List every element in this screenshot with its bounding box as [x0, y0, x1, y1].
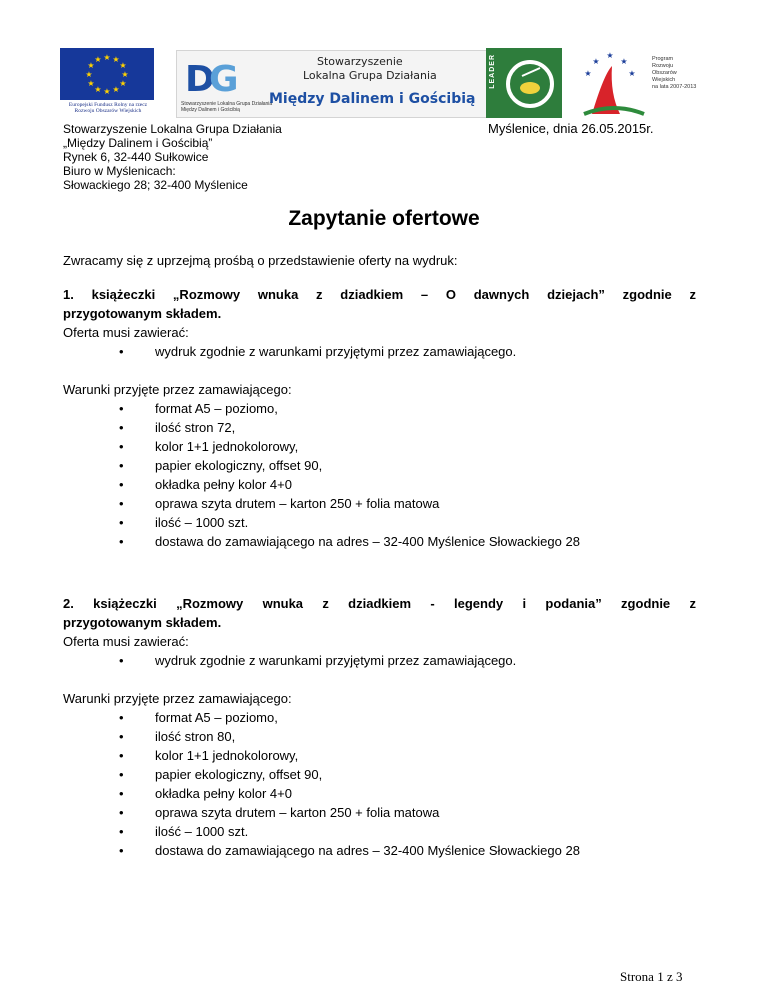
section-heading-continued: przygotowanym składem.	[63, 306, 222, 321]
list-item: • oprawa szyta drutem – karton 250 + folia matowa	[63, 803, 696, 822]
intro-paragraph: Zwracamy się z uprzejmą prośbą o przedstawienie oferty na wydruk:	[63, 253, 458, 268]
svg-text:★: ★	[119, 61, 127, 70]
svg-text:★: ★	[94, 55, 102, 64]
list-item: • kolor 1+1 jednokolorowy,	[63, 437, 696, 456]
svg-text:★: ★	[119, 79, 127, 88]
address-line: Stowarzyszenie Lokalna Grupa Działania	[63, 122, 282, 136]
offer-list	[63, 651, 696, 670]
dg-monogram-icon	[183, 57, 245, 97]
svg-text:★: ★	[628, 69, 636, 78]
prow-caption-line: Rozwoju	[652, 63, 674, 69]
order-section-1	[63, 285, 696, 551]
list-item: • ilość – 1000 szt.	[63, 822, 696, 841]
prow-caption-line: Obszarów	[652, 70, 677, 76]
list-item: • oprawa szyta drutem – karton 250 + folia matowa	[63, 494, 696, 513]
lgd-logo	[176, 50, 490, 118]
svg-text:D: D	[185, 59, 215, 97]
prow-caption-line: Wiejskich	[652, 77, 676, 83]
eu-flag-icon	[60, 48, 154, 100]
list-item: • format A5 – poziomo,	[63, 399, 696, 418]
list-item: • wydruk zgodnie z warunkami przyjętymi przez zamawiającego.	[63, 342, 696, 361]
list-item: • ilość – 1000 szt.	[63, 513, 696, 532]
sender-address	[63, 122, 282, 192]
offer-label: Oferta musi zawierać:	[63, 325, 189, 340]
svg-text:★: ★	[103, 87, 111, 96]
address-line: Rynek 6, 32-440 Sułkowice	[63, 150, 209, 164]
lgd-logo-subcaption	[181, 101, 272, 113]
section-heading: 2. książeczki „Rozmowy wnuka z dziadkiem - legendy i podania” zgodnie z	[63, 596, 696, 611]
list-item: • ilość stron 72,	[63, 418, 696, 437]
svg-text:G: G	[209, 59, 239, 97]
offer-list	[63, 342, 696, 361]
conditions-label: Warunki przyjęte przez zamawiającego:	[63, 691, 292, 706]
eu-logo-caption: Europejski Fundusz Rolny na rzecz Rozwoju Obszarów Wiejskich	[68, 102, 148, 114]
lgd-logo-line3: Między Dalinem i Gościbią	[269, 91, 476, 107]
conditions-list	[63, 399, 696, 551]
document-date: Myślenice, dnia 26.05.2015r.	[488, 121, 654, 136]
leader-logo-text: LEADER	[489, 54, 496, 89]
list-item: • dostawa do zamawiającego na adres – 32-400 Myślenice Słowackiego 28	[63, 532, 696, 551]
conditions-label: Warunki przyjęte przez zamawiającego:	[63, 382, 292, 397]
leader-emblem-icon	[486, 48, 562, 118]
address-line: Słowackiego 28; 32-400 Myślenice	[63, 178, 248, 192]
eu-logo	[60, 48, 156, 120]
svg-text:★: ★	[112, 85, 120, 94]
list-item: • okładka pełny kolor 4+0	[63, 475, 696, 494]
prow-caption-line: na lata 2007-2013	[652, 84, 697, 90]
section-heading-continued: przygotowanym składem.	[63, 615, 222, 630]
svg-text:★: ★	[103, 53, 111, 62]
section-heading: 1. książeczki „Rozmowy wnuka z dziadkiem – O dawnych dziejach” zgodnie z	[63, 287, 696, 302]
leader-logo	[486, 48, 562, 118]
svg-text:★: ★	[620, 57, 628, 66]
svg-text:★: ★	[94, 85, 102, 94]
svg-text:★: ★	[584, 69, 592, 78]
offer-label: Oferta musi zawierać:	[63, 634, 189, 649]
prow-logo-caption	[652, 56, 696, 91]
address-line: Biuro w Myślenicach:	[63, 164, 176, 178]
list-item: • papier ekologiczny, offset 90,	[63, 765, 696, 784]
lgd-logo-line2: Lokalna Grupa Działania	[303, 69, 437, 82]
list-item: • format A5 – poziomo,	[63, 708, 696, 727]
svg-text:★: ★	[592, 57, 600, 66]
order-section-2	[63, 594, 696, 860]
document-title: Zapytanie ofertowe	[288, 207, 480, 230]
svg-text:★: ★	[121, 70, 129, 79]
svg-text:★: ★	[112, 55, 120, 64]
list-item: • kolor 1+1 jednokolorowy,	[63, 746, 696, 765]
prow-emblem-icon	[574, 44, 650, 120]
lgd-subcaption-line: Między Dalinem i Gościbią	[181, 107, 240, 113]
lgd-logo-line1: Stowarzyszenie	[317, 55, 403, 68]
lgd-subcaption-line: Stowarzyszenie Lokalna Grupa Działania	[181, 101, 273, 107]
header-logos	[60, 44, 710, 120]
list-item: • ilość stron 80,	[63, 727, 696, 746]
address-line: „Między Dalinem i Gościbią”	[63, 136, 213, 150]
prow-caption-line: Program	[652, 56, 674, 62]
svg-text:★: ★	[85, 70, 93, 79]
list-item: • okładka pełny kolor 4+0	[63, 784, 696, 803]
page-number: Strona 1 z 3	[620, 969, 683, 984]
svg-text:★: ★	[606, 51, 614, 60]
svg-text:★: ★	[87, 79, 95, 88]
prow-logo	[574, 44, 710, 120]
list-item: • papier ekologiczny, offset 90,	[63, 456, 696, 475]
svg-text:★: ★	[87, 61, 95, 70]
list-item: • dostawa do zamawiającego na adres – 32-400 Myślenice Słowackiego 28	[63, 841, 696, 860]
list-item: • wydruk zgodnie z warunkami przyjętymi przez zamawiającego.	[63, 651, 696, 670]
conditions-list	[63, 708, 696, 860]
